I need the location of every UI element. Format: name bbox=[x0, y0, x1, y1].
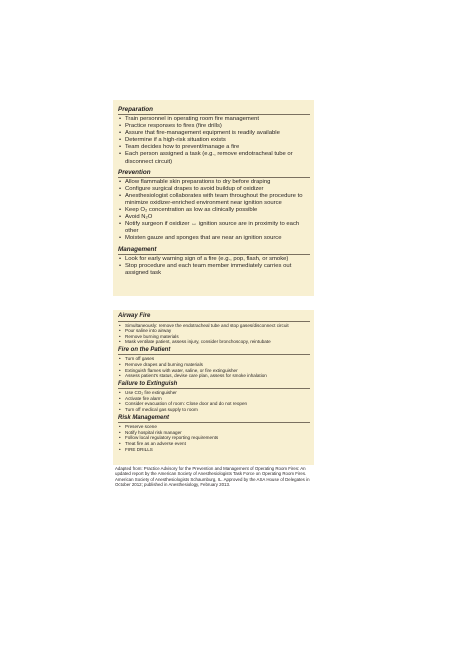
section-list-management bbox=[118, 256, 310, 277]
list-item: • Train personnel in operating room fire management bbox=[118, 116, 310, 123]
list-item: • Configure surgical drapes to avoid buildup of oxidizer bbox=[118, 186, 310, 193]
section-list-prevention bbox=[118, 179, 310, 243]
list-item: • Determine if a high-risk situation exists bbox=[118, 137, 310, 144]
section-list-failure-to-extinguish bbox=[118, 390, 310, 412]
section-list-airway-fire bbox=[118, 323, 310, 345]
section-title-preparation: Preparation bbox=[118, 106, 153, 113]
list-item: • Each person assigned a task (e.g., remove endotracheal tube or disconnect circuit) bbox=[118, 151, 310, 165]
list-item: • Remove drapes and burning materials bbox=[118, 362, 310, 368]
list-item: • FIRE DRILLS bbox=[118, 447, 310, 453]
section-title-airway-fire: Airway Fire bbox=[118, 313, 151, 319]
list-item: • Activate fire alarm bbox=[118, 396, 310, 402]
list-item: • Turn off medical gas supply to room bbox=[118, 407, 310, 413]
list-item: • Extinguish flames with water, saline, or fire extinguisher bbox=[118, 368, 310, 374]
section-divider bbox=[118, 388, 310, 389]
section-title-fire-on-the-patient: Fire on the Patient bbox=[118, 346, 171, 353]
list-item: • Look for early warning sign of a fire (e.g., pop, flash, or smoke) bbox=[118, 256, 310, 263]
list-item: • Follow local regulatory reporting requirements bbox=[118, 435, 310, 441]
list-item: • Simultaneously: remove the endotracheal tube and stop gases/disconnect circuit bbox=[118, 323, 310, 329]
list-item: • Treat fire as an adverse event bbox=[118, 441, 310, 447]
list-item: • Notify surgeon if oxidizer ↔ ignition source are in proximity to each other bbox=[118, 221, 310, 235]
source-caption: Adapted from: Practice Advisory for the Prevention and Management of Operating Room Fires: An updated report by the American Society of Anesthesiologists Task Force on Operating Room Fires. American Society of Anesthesiologists Schaumburg, IL. Approved by the ASA House of Delegates in October 2012; published in Anesthesiology, February 2013. bbox=[115, 466, 310, 488]
list-item: • Stop procedure and each team member immediately carries out assigned task bbox=[118, 263, 310, 277]
list-item: • Remove burning materials bbox=[118, 334, 310, 340]
list-item: • Mask ventilate patient, assess injury, consider bronchoscopy, reintubate bbox=[118, 339, 310, 345]
section-title-risk-management: Risk Management bbox=[118, 414, 170, 421]
section-divider bbox=[118, 422, 310, 423]
list-item: • Notify hospital risk manager bbox=[118, 430, 310, 436]
list-item: • Preserve scene bbox=[118, 424, 310, 430]
list-item: • Use CO₂ fire extinguisher bbox=[118, 390, 310, 396]
section-title-management: Management bbox=[118, 245, 157, 253]
list-item: • Turn off gases bbox=[118, 356, 310, 362]
list-item: • Practice responses to fires (fire drills) bbox=[118, 123, 310, 130]
list-item: • Anesthesiologist collaborates with team throughout the procedure to minimize oxidizer-enriched environment near ignition source bbox=[118, 193, 310, 207]
section-list-fire-on-the-patient bbox=[118, 356, 310, 378]
list-item: • Keep O₂ concentration as low as clinically possible bbox=[118, 207, 310, 214]
section-title-prevention: Prevention bbox=[118, 168, 151, 176]
list-item: • Team decides how to prevent/manage a fire bbox=[118, 144, 310, 151]
section-divider bbox=[118, 114, 310, 115]
section-list-risk-management bbox=[118, 424, 310, 452]
list-item: • Avoid N₂O bbox=[118, 214, 310, 221]
list-item: • Moisten gauze and sponges that are near an ignition source bbox=[118, 235, 310, 242]
section-title-failure-to-extinguish: Failure to Extinguish bbox=[118, 380, 178, 387]
prevention-panel bbox=[113, 100, 314, 296]
list-item: • Pour saline into airway bbox=[118, 328, 310, 334]
list-item: • Consider evacuation of room: Close door and do not reopen bbox=[118, 401, 310, 407]
section-divider bbox=[118, 354, 310, 355]
section-divider bbox=[118, 177, 310, 178]
section-divider bbox=[118, 254, 310, 255]
section-list-preparation bbox=[118, 116, 310, 166]
list-item: • Assure that fire-management equipment is readily available bbox=[118, 130, 310, 137]
section-divider bbox=[118, 321, 310, 322]
fire-response-panel bbox=[113, 310, 314, 465]
list-item: • Assess patient's status, devise care plan, assess for smoke inhalation bbox=[118, 373, 310, 379]
list-item: • Allow flammable skin preparations to dry before draping bbox=[118, 179, 310, 186]
